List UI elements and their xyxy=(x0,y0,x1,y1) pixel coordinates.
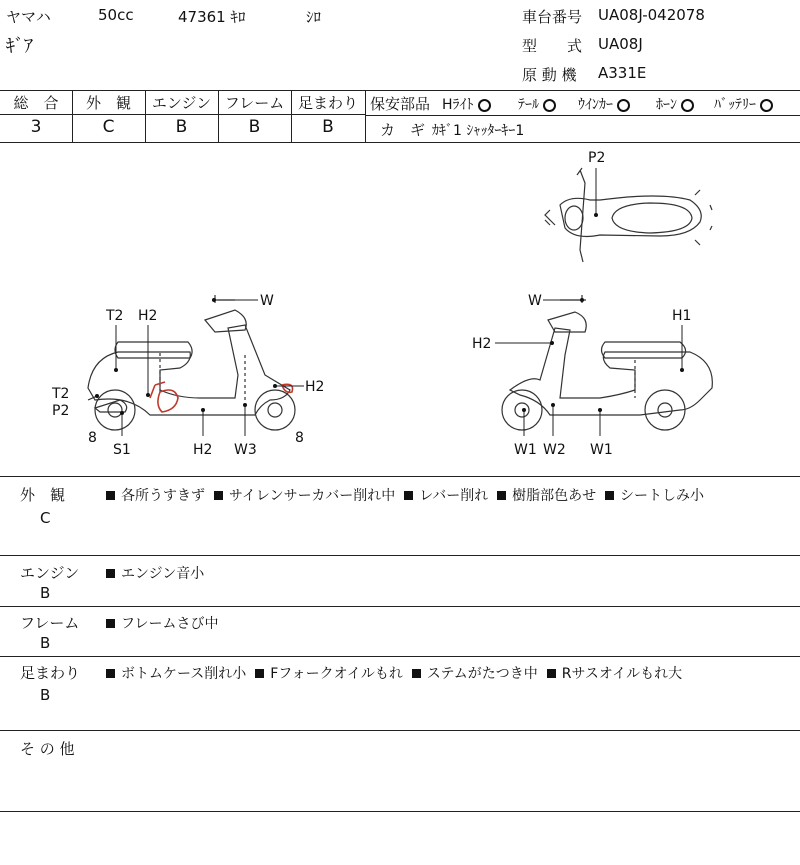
label-left-h2-bottom: H2 xyxy=(193,442,213,458)
label-left-p2: P2 xyxy=(52,403,70,419)
section-suspension-notes: ボトムケース削れ小 Fフォークオイルもれ ステムがたつき中 Rサスオイルもれ大 xyxy=(106,663,682,683)
mileage: 47361 ｷﾛ xyxy=(178,8,246,26)
bullet-icon xyxy=(404,491,413,500)
label-left-w: W xyxy=(260,293,274,309)
bullet-icon xyxy=(106,491,115,500)
label-right-w2: W2 xyxy=(543,442,566,458)
label-left-t2: T2 xyxy=(106,308,124,324)
frame-no-label: 車台番号 xyxy=(522,8,583,26)
label-left-8-rear: 8 xyxy=(295,430,304,446)
bullet-icon xyxy=(605,491,614,500)
section-frame-label: フレーム xyxy=(20,614,80,632)
grade-header-suspension: 足まわり xyxy=(297,94,358,112)
label-right-w1-front: W1 xyxy=(514,442,537,458)
ok-circle-icon xyxy=(617,99,630,112)
label-right-w1-rear: W1 xyxy=(590,442,613,458)
ok-circle-icon xyxy=(543,99,556,112)
bullet-icon xyxy=(214,491,223,500)
ok-circle-icon xyxy=(478,99,491,112)
frame-no: UA08J-042078 xyxy=(598,6,705,24)
displacement: 50cc xyxy=(98,6,134,24)
bullet-icon xyxy=(106,619,115,628)
section-exterior-notes: 各所うすきず サイレンサーカバー削れ中 レバー削れ 樹脂部色あせ シートしみ小 xyxy=(106,485,704,505)
grade-value-exterior: C xyxy=(102,117,115,137)
section-engine-label: エンジン xyxy=(20,564,80,582)
label-right-w: W xyxy=(528,293,542,309)
section-frame-notes: フレームさび中 xyxy=(106,613,218,633)
damage-diagram xyxy=(0,143,800,476)
section-exterior-label: 外 観 xyxy=(20,486,66,504)
ok-circle-icon xyxy=(681,99,694,112)
bullet-icon xyxy=(547,669,556,678)
key-label: カ ギ xyxy=(380,121,426,139)
label-left-h2-top: H2 xyxy=(138,308,158,324)
equip-taillight: ﾃｰﾙ xyxy=(518,94,556,114)
model-name: ｷﾞｱ xyxy=(6,36,33,57)
equip-horn: ﾎｰﾝ xyxy=(656,94,694,114)
label-left-8-front: 8 xyxy=(88,430,97,446)
section-other-label: そ の 他 xyxy=(20,740,75,758)
bullet-icon xyxy=(106,569,115,578)
damage-marks xyxy=(150,382,293,412)
bullet-icon xyxy=(255,669,264,678)
color: ｼﾛ xyxy=(306,8,322,26)
label-left-t2-front: T2 xyxy=(52,386,70,402)
engine-no: A331E xyxy=(598,64,647,82)
equip-headlight: Hﾗｲﾄ xyxy=(442,94,491,114)
type-value: UA08J xyxy=(598,35,643,53)
engine-label: 原 動 機 xyxy=(522,66,577,84)
label-left-w3: W3 xyxy=(234,442,257,458)
key-value: ｶｷﾞ1 ｼｬｯﾀｰｷｰ1 xyxy=(432,123,525,139)
grade-header-engine: エンジン xyxy=(151,94,212,112)
section-frame-grade: B xyxy=(40,634,51,652)
section-suspension-grade: B xyxy=(40,686,51,704)
ok-circle-icon xyxy=(760,99,773,112)
grade-value-engine: B xyxy=(175,117,188,137)
section-exterior-grade: C xyxy=(40,509,51,527)
grade-value-suspension: B xyxy=(322,117,334,137)
label-right-h1: H1 xyxy=(672,308,692,324)
label-left-h2-rear: H2 xyxy=(305,379,325,395)
grade-value-overall: 3 xyxy=(30,117,42,137)
equip-winker: ｳｲﾝｶｰ xyxy=(578,94,630,114)
equipment-label: 保安部品 xyxy=(370,95,431,113)
type-label: 型 式 xyxy=(522,37,583,55)
grade-header-frame: フレーム xyxy=(224,94,285,112)
bullet-icon xyxy=(497,491,506,500)
bullet-icon xyxy=(106,669,115,678)
section-suspension-label: 足まわり xyxy=(20,664,81,682)
label-top-p2: P2 xyxy=(588,150,606,166)
bullet-icon xyxy=(412,669,421,678)
equip-battery: ﾊﾞｯﾃﾘｰ xyxy=(714,94,773,114)
label-left-s1: S1 xyxy=(113,442,131,458)
maker: ヤマハ xyxy=(6,8,51,26)
grade-header-exterior: 外 観 xyxy=(85,94,131,112)
label-right-h2: H2 xyxy=(472,336,492,352)
section-engine-grade: B xyxy=(40,584,51,602)
grade-value-frame: B xyxy=(248,117,261,137)
section-engine-notes: エンジン音小 xyxy=(106,563,204,583)
grade-header-overall: 総 合 xyxy=(13,94,59,112)
scooter-top-view xyxy=(545,168,712,262)
